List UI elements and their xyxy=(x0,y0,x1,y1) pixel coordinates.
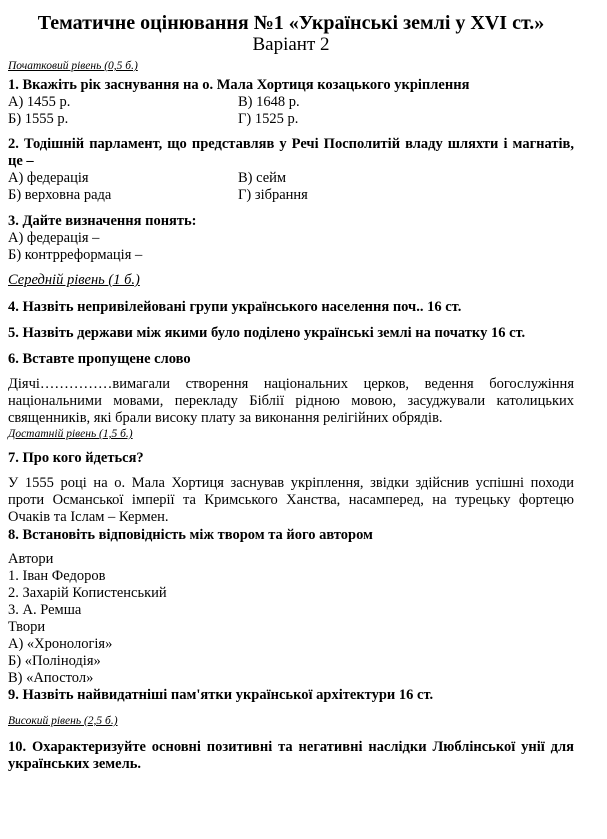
question-8: 8. Встановіть відповідність між твором та його автором xyxy=(8,527,373,543)
question-6: 6. Вставте пропущене слово xyxy=(8,351,191,367)
q8-work-a: А) «Хронологія» xyxy=(8,636,113,652)
q2-option-b: Б) верховна рада xyxy=(8,187,112,203)
question-3: 3. Дайте визначення понять: xyxy=(8,213,197,229)
q8-author-1: 1. Іван Федоров xyxy=(8,568,106,584)
q8-author-2: 2. Захарій Копистенський xyxy=(8,585,167,601)
q2-option-v: В) сейм xyxy=(238,170,287,186)
q2-options-row-1 xyxy=(8,170,574,187)
q8-work-b: Б) «Полінодія» xyxy=(8,653,101,669)
question-5: 5. Назвіть держави між якими було поділено українські землі на початку 16 ст. xyxy=(8,325,526,341)
question-7: 7. Про кого йдеться? xyxy=(8,450,144,466)
question-10: 10. Охарактеризуйте основні позитивні та негативні наслідки Люблінської унії для українських земель. xyxy=(8,739,574,772)
level-sufficient: Достатній рівень (1,5 б.) xyxy=(8,428,133,440)
page-title: Тематичне оцінювання №1 «Українські землі у XVI ст.» xyxy=(37,12,545,34)
q8-work-v: В) «Апостол» xyxy=(8,670,94,686)
question-1: 1. Вкажіть рік заснування на о. Мала Хортиця козацького укріплення xyxy=(8,77,470,93)
q3-item-a: А) федерація – xyxy=(8,230,100,246)
q2-options-row-2 xyxy=(8,187,574,204)
q1-options-row-1 xyxy=(8,94,574,111)
level-initial: Початковий рівень (0,5 б.) xyxy=(8,60,138,72)
q8-author-3: 3. А. Ремша xyxy=(8,602,82,618)
q8-works-label: Твори xyxy=(8,619,46,635)
q3-item-b: Б) контрреформація – xyxy=(8,247,143,263)
level-high: Високий рівень (2,5 б.) xyxy=(8,715,118,727)
question-9: 9. Назвіть найвидатніші пам'ятки української архітектури 16 ст. xyxy=(8,687,434,703)
q6-body: Діячі……………вимагали створення національних церков, ведення богослужіння національними мовами, перекладу Біблії рідною мовою, засуджували католицьких священників, які брали високу плату за виконання релігійних обрядів. xyxy=(8,376,574,426)
q1-options-row-2 xyxy=(8,111,574,128)
q1-option-v: В) 1648 р. xyxy=(238,94,300,110)
variant-label: Варіант 2 xyxy=(252,34,330,55)
q8-authors-label: Автори xyxy=(8,551,54,567)
q1-option-a: А) 1455 р. xyxy=(8,94,71,110)
q1-option-g: Г) 1525 р. xyxy=(238,111,299,127)
question-2: 2. Тодішній парламент, що представляв у Речі Посполитій владу шляхти і магнатів, це – xyxy=(8,136,574,169)
q2-option-g: Г) зібрання xyxy=(238,187,308,203)
question-4: 4. Назвіть непривілейовані групи українського населення поч.. 16 ст. xyxy=(8,299,462,315)
level-middle: Середній рівень (1 б.) xyxy=(8,272,140,288)
q2-option-a: А) федерація xyxy=(8,170,89,186)
worksheet xyxy=(8,12,574,773)
q7-body: У 1555 році на о. Мала Хортиця заснував укріплення, звідки здійснив успішні походи проти Османської імперії та Кримського Ханства, насамперед, на турецьку фортецю Очаків та Іслам – Кермен. xyxy=(8,475,574,525)
q1-option-b: Б) 1555 р. xyxy=(8,111,69,127)
